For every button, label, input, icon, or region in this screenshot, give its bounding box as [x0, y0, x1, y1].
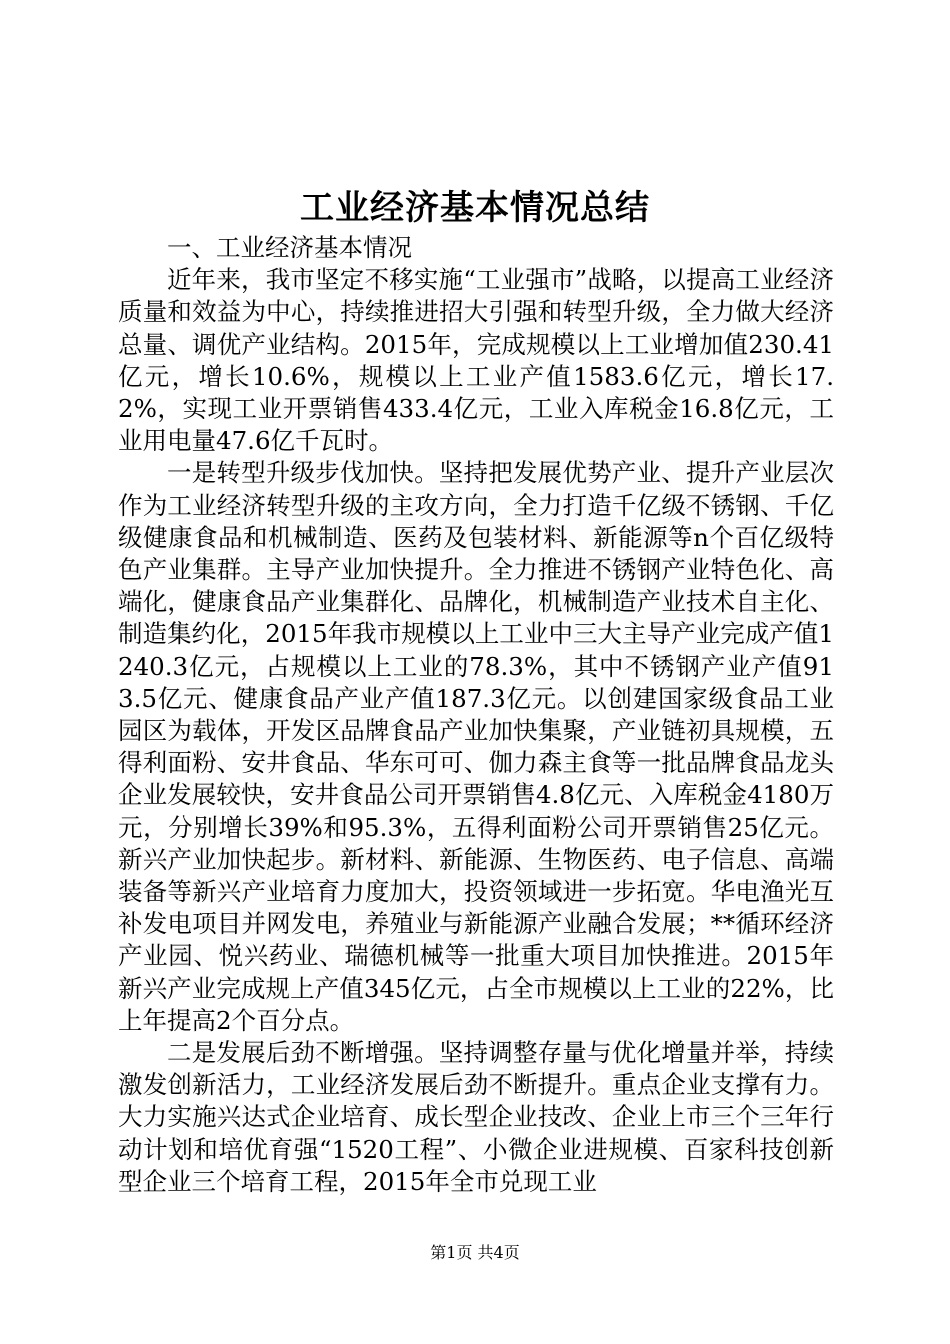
paragraph-momentum: 二是发展后劲不断增强。坚持调整存量与优化增量并举，持续激发创新活力，工业经济发展后劲不断提升。重点企业支撑有力。大力实施兴达式企业培育、成长型企业技改、企业上市三个三年行动计划和培优育强“1520工程”、小微企业进规模、百家科技创新型企业三个培育工程，2015年全市兑现工业 [118, 1038, 834, 1196]
paragraph-overview: 近年来，我市坚定不移实施“工业强市”战略，以提高工业经济质量和效益为中心，持续推进招大引强和转型升级，全力做大经济总量、调优产业结构。2015年，完成规模以上工业增加值230.41亿元，增长10.6%，规模以上工业产值1583.6亿元，增长17.2%，实现工业开票销售433.4亿元，工业入库税金16.8亿元，工业用电量47.6亿千瓦时。 [118, 265, 834, 456]
page-footer: 第1页 共4页 [430, 1243, 520, 1262]
document-title: 工业经济基本情况总结 [300, 188, 650, 228]
section-heading: 一、工业经济基本情况 [167, 233, 412, 262]
paragraph-transformation: 一是转型升级步伐加快。坚持把发展优势产业、提升产业层次作为工业经济转型升级的主攻方向，全力打造千亿级不锈钢、千亿级健康食品和机械制造、医药及包装材料、新能源等n个百亿级特色产业集群。主导产业加快提升。全力推进不锈钢产业特色化、高端化，健康食品产业集群化、品牌化，机械制造产业技术自主化、制造集约化，2015年我市规模以上工业中三大主导产业完成产值1240.3亿元，占规模以上工业的78.3%，其中不锈钢产业产值913.5亿元、健康食品产业产值187.3亿元。以创建国家级食品工业园区为载体，开发区品牌食品产业加快集聚，产业链初具规模，五得利面粉、安井食品、华东可可、伽力森主食等一批品牌食品龙头企业发展较快，安井食品公司开票销售4.8亿元、入库税金4180万元，分别增长39%和95.3%，五得利面粉公司开票销售25亿元。新兴产业加快起步。新材料、新能源、生物医药、电子信息、高端装备等新兴产业培育力度加大，投资领域进一步拓宽。华电渔光互补发电项目并网发电，养殖业与新能源产业融合发展；**循环经济产业园、悦兴药业、瑞德机械等一批重大项目加快推进。2015年新兴产业完成规上产值345亿元，占全市规模以上工业的22%，比上年提高2个百分点。 [118, 458, 834, 1035]
document-body [118, 232, 834, 1198]
